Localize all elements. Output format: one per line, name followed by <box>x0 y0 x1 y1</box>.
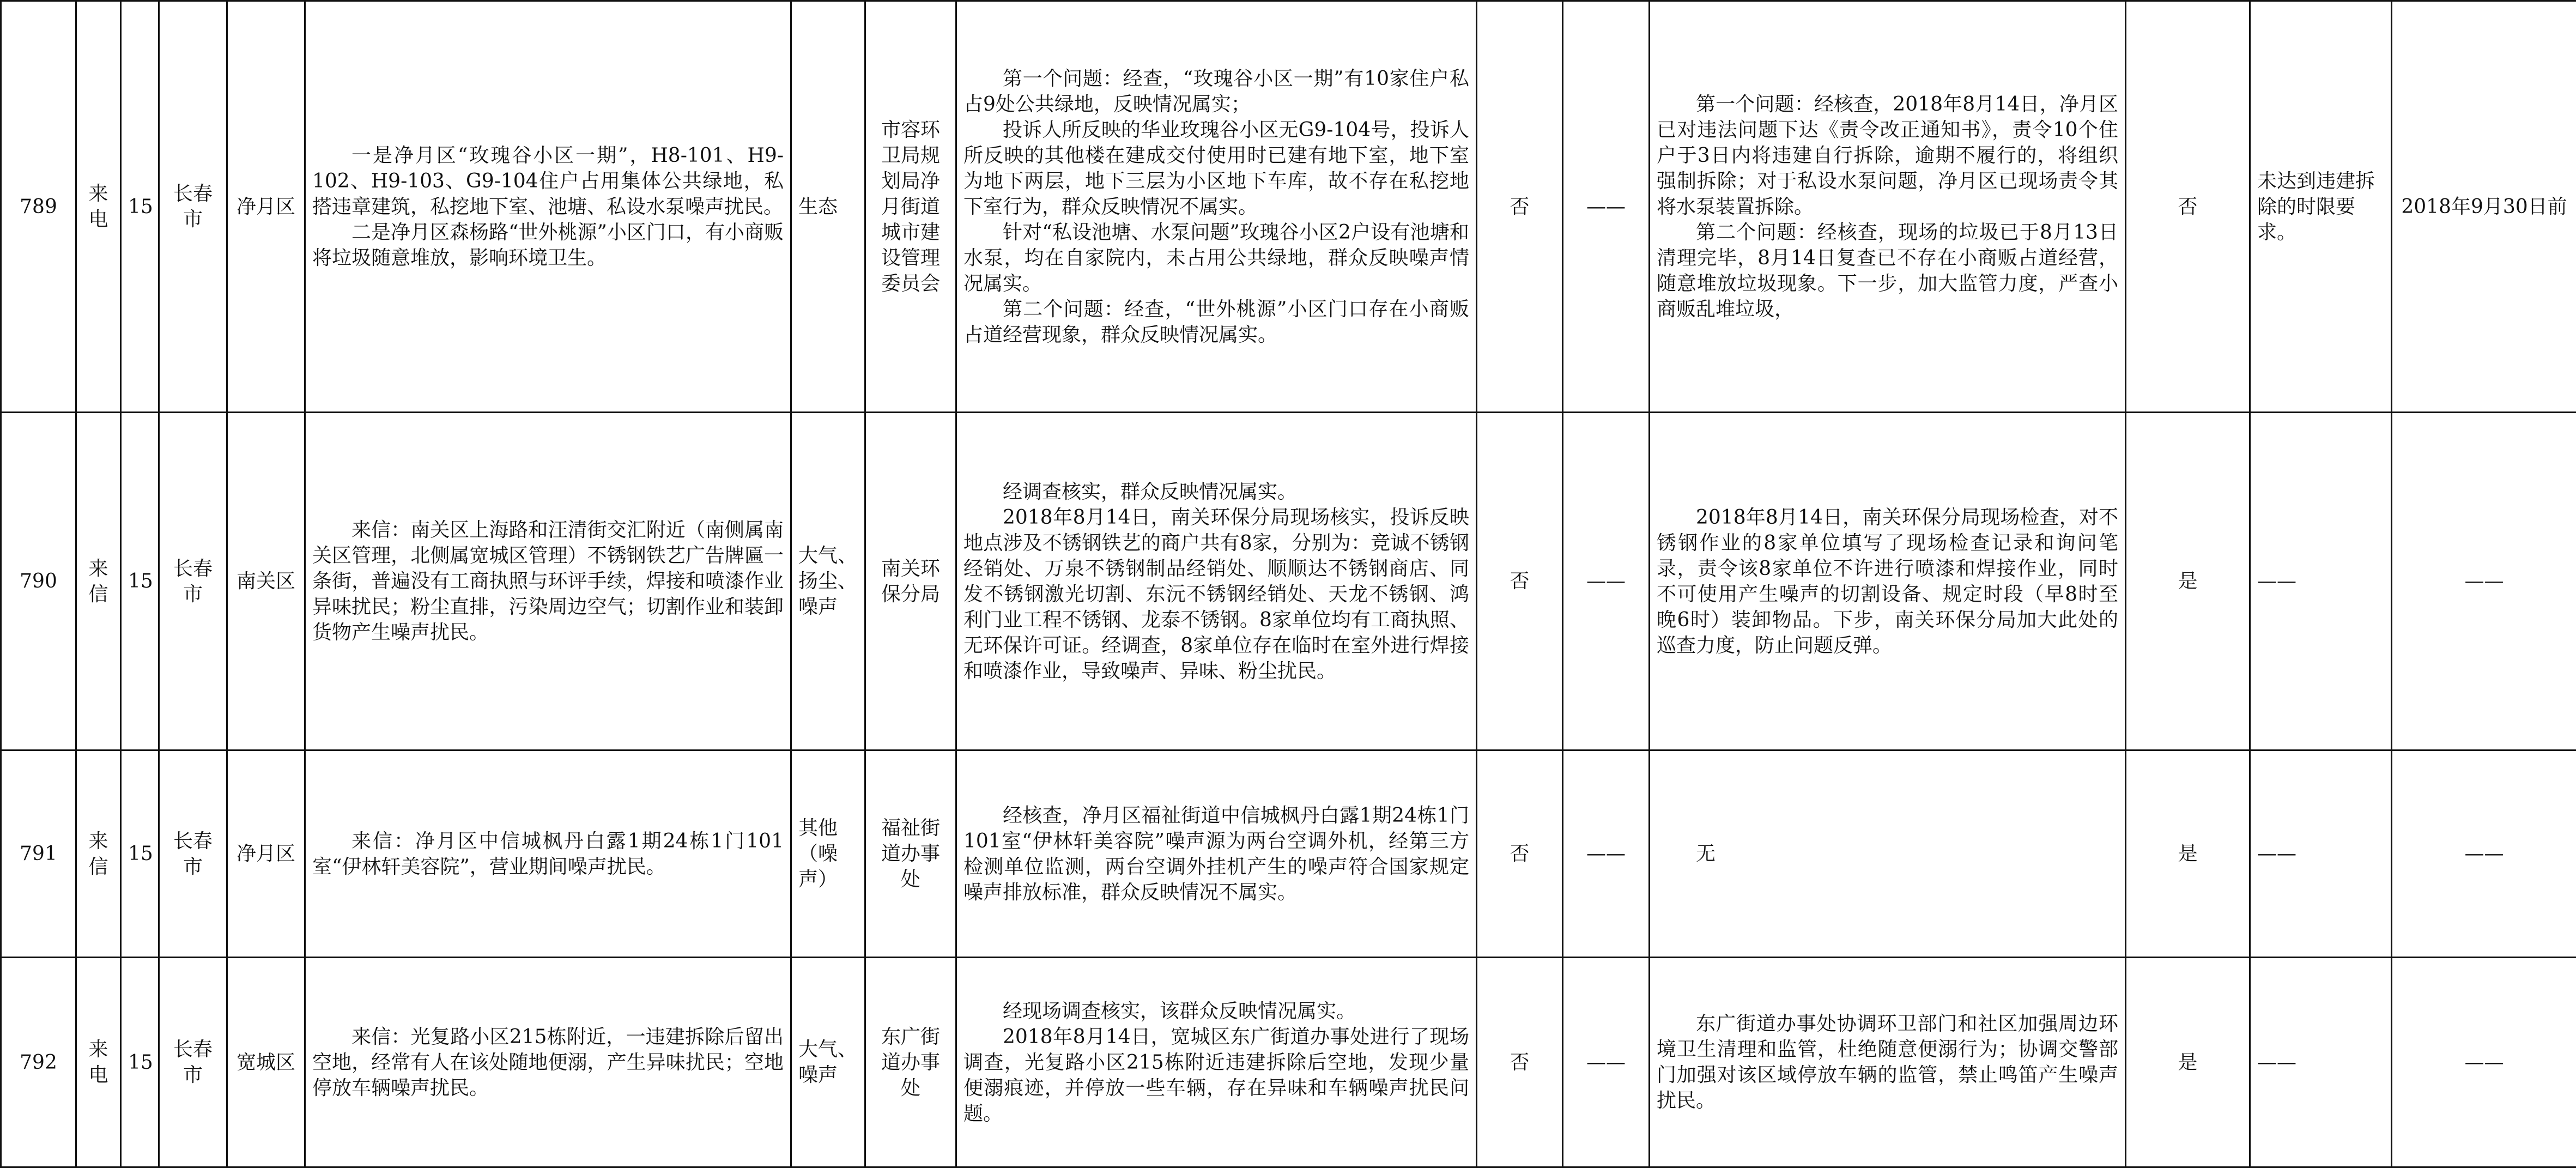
cell-batch: 15 <box>121 958 159 1167</box>
handling-paragraph: 东广街道办事处协调环卫部门和社区加强周边环境卫生清理和监管，杜绝随意便溺行为；协调交警部门加强对该区域停放车辆的监管，禁止鸣笛产生噪声扰民。 <box>1657 1011 2118 1113</box>
cell-district: 净月区 <box>227 1 305 413</box>
cell-accountability: —— <box>1563 413 1650 751</box>
handling-paragraph: 无 <box>1657 841 2118 867</box>
complaint-paragraph: 来信：净月区中信城枫丹白露1期24栋1门101室“伊林轩美容院”，营业期间噪声扰民。 <box>312 828 784 880</box>
cell-source: 来电 <box>76 958 121 1167</box>
table-row <box>1 958 2576 1167</box>
table-row <box>1 413 2576 751</box>
cell-batch: 15 <box>121 1 159 413</box>
investigation-paragraph: 2018年8月14日，宽城区东广街道办事处进行了现场调查，光复路小区215栋附近违建拆除后空地，发现少量便溺痕迹，并停放一些车辆，存在异味和车辆噪声扰民问题。 <box>963 1024 1469 1127</box>
cell-handling <box>1650 413 2126 751</box>
cell-complaint <box>305 751 791 958</box>
cell-deadline: —— <box>2392 958 2576 1167</box>
cell-city: 长春市 <box>159 958 227 1167</box>
cell-batch: 15 <box>121 751 159 958</box>
cell-reason: 未达到违建拆除的时限要求。 <box>2250 1 2392 413</box>
cell-accountability: —— <box>1563 751 1650 958</box>
cell-deadline: —— <box>2392 751 2576 958</box>
cell-city: 长春市 <box>159 751 227 958</box>
complaint-paragraph: 来信：光复路小区215栋附近，一违建拆除后留出空地，经常有人在该处随地便溺，产生异味扰民；空地停放车辆噪声扰民。 <box>312 1024 784 1101</box>
cell-district: 宽城区 <box>227 958 305 1167</box>
cell-city: 长春市 <box>159 1 227 413</box>
cell-investigation <box>956 751 1477 958</box>
cell-investigation <box>956 1 1477 413</box>
cell-closed: 是 <box>2126 958 2250 1167</box>
investigation-paragraph: 2018年8月14日，南关环保分局现场核实，投诉反映地点涉及不锈钢铁艺的商户共有8家，分别为：竞诚不锈钢经销处、万泉不锈钢制品经销处、顺顺达不锈钢商店、同发不锈钢激光切割、东沅不锈钢经销处、天龙不锈钢、鸿利门业工程不锈钢、龙泰不锈钢。8家单位均有工商执照、无环保许可证。经调查，8家单位存在临时在室外进行焊接和喷漆作业，导致噪声、异味、粉尘扰民。 <box>963 505 1469 684</box>
cell-source: 来信 <box>76 413 121 751</box>
cell-reason: —— <box>2250 958 2392 1167</box>
cell-complaint <box>305 413 791 751</box>
investigation-paragraph: 针对“私设池塘、水泵问题”玫瑰谷小区2户设有池塘和水泵，均在自家院内，未占用公共绿地，群众反映噪声情况属实。 <box>963 220 1469 296</box>
cell-handling <box>1650 751 2126 958</box>
cell-complaint <box>305 1 791 413</box>
cell-deadline: 2018年9月30日前 <box>2392 1 2576 413</box>
cell-closed: 否 <box>2126 1 2250 413</box>
cell-category: 大气、扬尘、噪声 <box>791 413 865 751</box>
cell-batch: 15 <box>121 413 159 751</box>
investigation-paragraph: 第二个问题：经查，“世外桃源”小区门口存在小商贩占道经营现象，群众反映情况属实。 <box>963 296 1469 348</box>
cell-category: 生态 <box>791 1 865 413</box>
table-row <box>1 751 2576 958</box>
cell-deadline: —— <box>2392 413 2576 751</box>
cell-responsibility: 否 <box>1477 413 1563 751</box>
cell-investigation <box>956 413 1477 751</box>
complaint-paragraph: 来信：南关区上海路和汪清街交汇附近（南侧属南关区管理，北侧属宽城区管理）不锈钢铁艺广告牌匾一条街，普遍没有工商执照与环评手续，焊接和喷漆作业异味扰民；粉尘直排，污染周边空气；切割作业和装卸货物产生噪声扰民。 <box>312 517 784 645</box>
handling-paragraph: 第二个问题：经核查，现场的垃圾已于8月13日清理完毕，8月14日复查已不存在小商贩占道经营，随意堆放垃圾现象。下一步，加大监管力度，严查小商贩乱堆垃圾， <box>1657 220 2118 322</box>
handling-paragraph: 第一个问题：经核查，2018年8月14日，净月区已对违法问题下达《责令改正通知书》，责令10个住户于3日内将违建自行拆除，逾期不履行的，将组织强制拆除；对于私设水泵问题，净月区已现场责令其将水泵装置拆除。 <box>1657 92 2118 220</box>
cell-closed: 是 <box>2126 413 2250 751</box>
cell-city: 长春市 <box>159 413 227 751</box>
cell-category: 其他（噪声） <box>791 751 865 958</box>
cell-reason: —— <box>2250 751 2392 958</box>
cell-district: 南关区 <box>227 413 305 751</box>
cell-no: 791 <box>1 751 76 958</box>
handling-paragraph: 2018年8月14日，南关环保分局现场检查，对不锈钢作业的8家单位填写了现场检查记录和询问笔录，责令该8家单位不许进行喷漆和焊接作业，同时不可使用产生噪声的切割设备、规定时段（早8时至晚6时）装卸物品。下步，南关环保分局加大此处的巡查力度，防止问题反弹。 <box>1657 505 2118 658</box>
investigation-paragraph: 第一个问题：经查，“玫瑰谷小区一期”有10家住户私占9处公共绿地，反映情况属实； <box>963 66 1469 117</box>
investigation-paragraph: 经现场调查核实，该群众反映情况属实。 <box>963 998 1469 1024</box>
investigation-paragraph: 经核查，净月区福祉街道中信城枫丹白露1期24栋1门101室“伊林轩美容院”噪声源为两台空调外机，经第三方检测单位监测，两台空调外挂机产生的噪声符合国家规定噪声排放标准，群众反映情况不属实。 <box>963 803 1469 905</box>
cell-department: 福祉街道办事处 <box>865 751 956 958</box>
investigation-paragraph: 投诉人所反映的华业玫瑰谷小区无G9-104号，投诉人所反映的其他楼在建成交付使用时已建有地下室，地下室为地下两层，地下三层为小区地下车库，故不存在私挖地下室行为，群众反映情况不属实。 <box>963 117 1469 220</box>
cell-investigation <box>956 958 1477 1167</box>
cell-responsibility: 否 <box>1477 1 1563 413</box>
cell-department: 南关环保分局 <box>865 413 956 751</box>
cell-no: 792 <box>1 958 76 1167</box>
cell-complaint <box>305 958 791 1167</box>
table-row <box>1 1 2576 413</box>
cell-department: 市容环卫局规划局净月街道城市建设管理委员会 <box>865 1 956 413</box>
cell-source: 来电 <box>76 1 121 413</box>
cell-district: 净月区 <box>227 751 305 958</box>
cell-no: 790 <box>1 413 76 751</box>
cell-responsibility: 否 <box>1477 751 1563 958</box>
cell-closed: 是 <box>2126 751 2250 958</box>
cell-source: 来信 <box>76 751 121 958</box>
cell-no: 789 <box>1 1 76 413</box>
cell-department: 东广街道办事处 <box>865 958 956 1167</box>
investigation-paragraph: 经调查核实，群众反映情况属实。 <box>963 479 1469 505</box>
cell-accountability: —— <box>1563 1 1650 413</box>
cell-category: 大气、噪声 <box>791 958 865 1167</box>
complaint-paragraph: 一是净月区“玫瑰谷小区一期”，H8-101、H9-102、H9-103、G9-104住户占用集体公共绿地，私搭违章建筑，私挖地下室、池塘、私设水泵噪声扰民。 <box>312 143 784 220</box>
cell-reason: —— <box>2250 413 2392 751</box>
complaint-paragraph: 二是净月区森杨路“世外桃源”小区门口，有小商贩将垃圾随意堆放，影响环境卫生。 <box>312 220 784 271</box>
cell-handling <box>1650 1 2126 413</box>
cell-handling <box>1650 958 2126 1167</box>
cell-accountability: —— <box>1563 958 1650 1167</box>
cell-responsibility: 否 <box>1477 958 1563 1167</box>
